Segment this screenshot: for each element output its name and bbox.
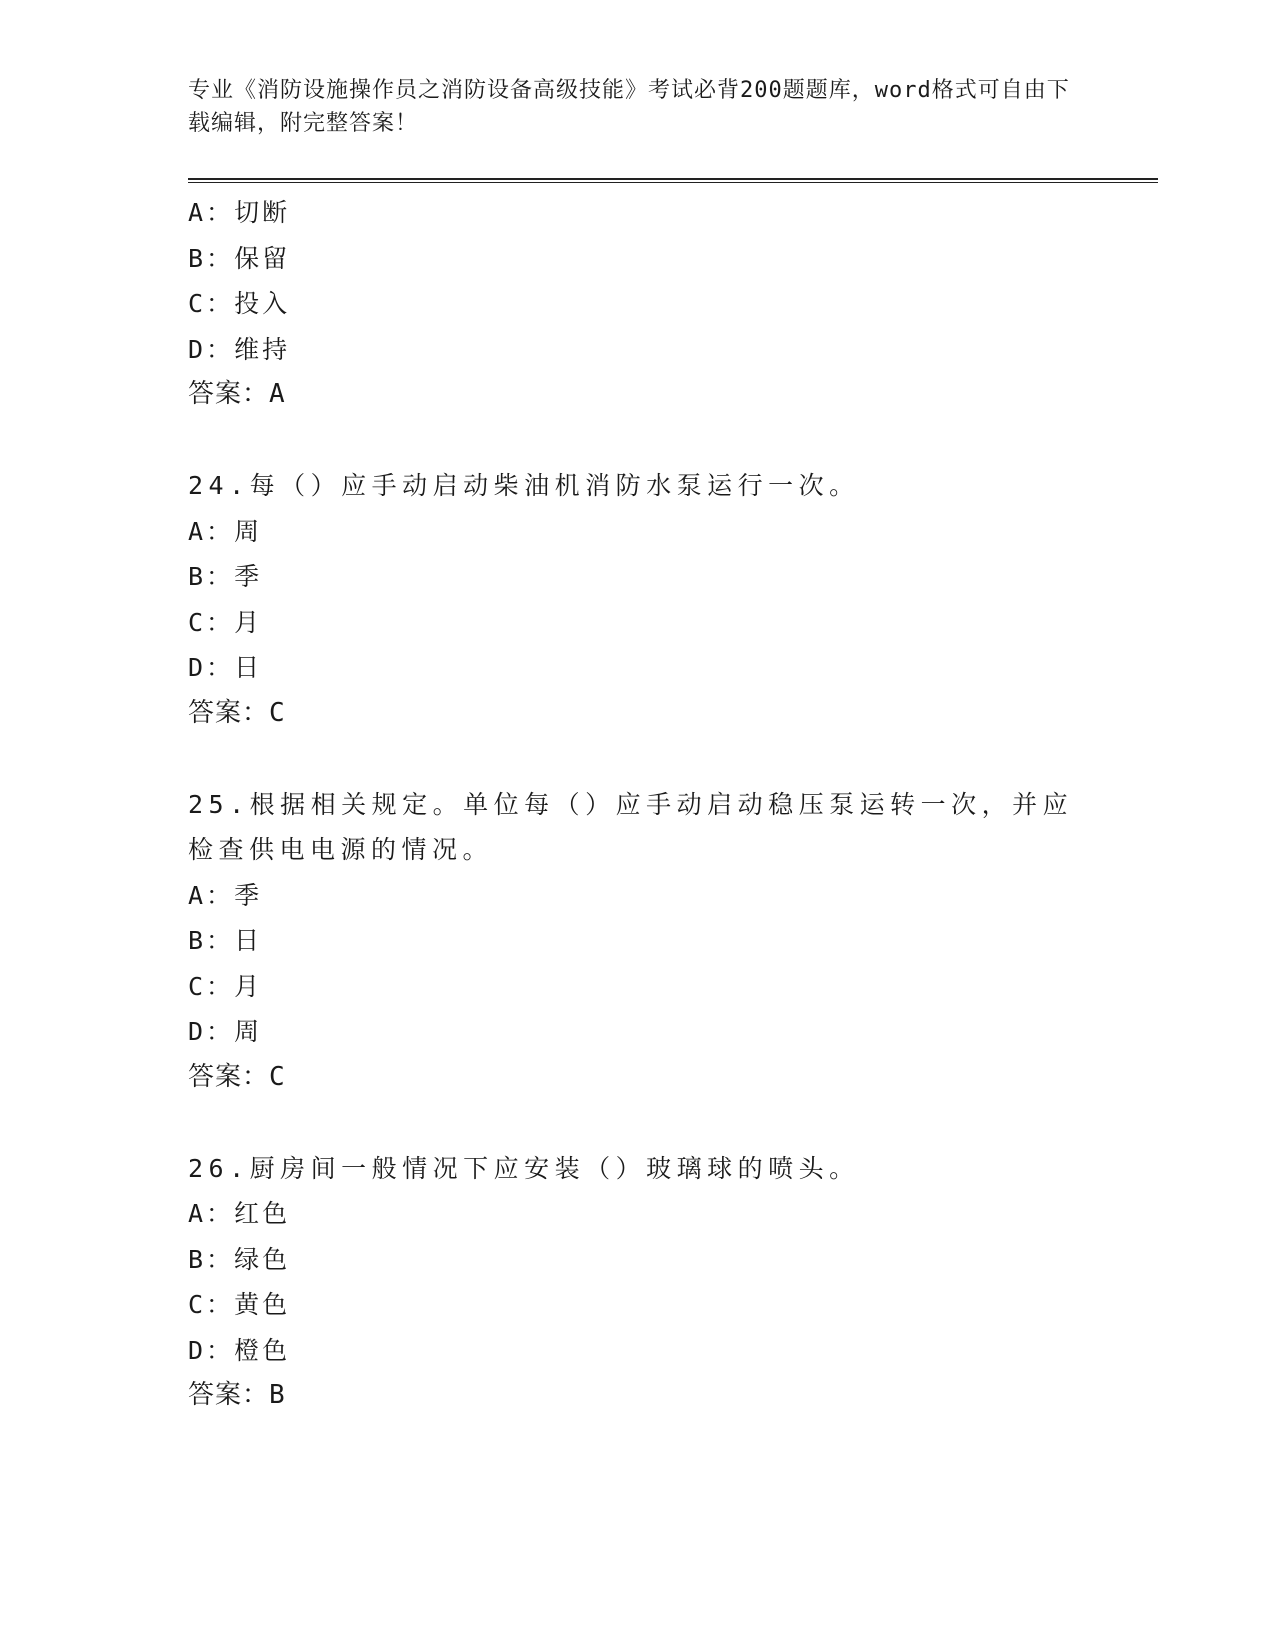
answer-value: C bbox=[269, 697, 286, 728]
question-block-25 bbox=[188, 782, 1108, 1101]
option-letter: A： bbox=[188, 1199, 235, 1228]
option-a bbox=[188, 190, 1108, 236]
option-letter: B： bbox=[188, 1244, 235, 1274]
option-letter: C： bbox=[188, 1290, 235, 1319]
question-text: 25.根据相关规定。单位每（）应手动启动稳压泵运转一次，并应检查供电电源的情况。 bbox=[188, 789, 1074, 864]
question-block-23 bbox=[188, 190, 1108, 418]
option-a bbox=[188, 1191, 1108, 1237]
option-d bbox=[188, 1009, 1108, 1055]
option-b bbox=[188, 236, 1108, 282]
option-c bbox=[188, 964, 1108, 1010]
option-letter: A： bbox=[188, 880, 235, 910]
answer-value: C bbox=[269, 1061, 286, 1092]
option-b bbox=[188, 918, 1108, 964]
option-text: 月 bbox=[234, 607, 263, 637]
header-divider bbox=[188, 178, 1158, 183]
option-letter: C： bbox=[188, 971, 235, 1001]
question-text: 24.每（）应手动启动柴油机消防水泵运行一次。 bbox=[188, 471, 860, 500]
spacer bbox=[188, 736, 1108, 782]
option-c bbox=[188, 281, 1108, 327]
answer-line bbox=[188, 1373, 1108, 1419]
answer-line bbox=[188, 691, 1108, 737]
option-text: 维持 bbox=[234, 334, 291, 364]
answer-label: 答案： bbox=[188, 1061, 270, 1092]
option-b bbox=[188, 554, 1108, 600]
option-text: 日 bbox=[234, 653, 263, 682]
answer-value: A bbox=[269, 379, 286, 409]
option-text: 切断 bbox=[234, 198, 291, 227]
option-letter: B： bbox=[188, 562, 235, 591]
answer-label: 答案： bbox=[188, 697, 270, 728]
option-text: 红色 bbox=[234, 1199, 291, 1228]
answer-line bbox=[188, 372, 1108, 418]
question-block-24 bbox=[188, 463, 1108, 736]
option-text: 季 bbox=[234, 562, 263, 591]
option-text: 橙色 bbox=[234, 1335, 291, 1365]
option-text: 季 bbox=[234, 880, 263, 910]
question-list bbox=[188, 190, 1108, 1419]
question-text: 26.厨房间一般情况下应安装（）玻璃球的喷头。 bbox=[188, 1153, 860, 1183]
option-letter: D： bbox=[188, 1335, 235, 1365]
option-a bbox=[188, 509, 1108, 555]
option-letter: B： bbox=[188, 243, 235, 273]
option-b bbox=[188, 1237, 1108, 1283]
option-text: 投入 bbox=[234, 289, 291, 318]
option-text: 月 bbox=[234, 971, 263, 1001]
option-text: 周 bbox=[234, 1017, 263, 1046]
answer-line bbox=[188, 1055, 1108, 1101]
option-letter: D： bbox=[188, 653, 235, 682]
question-block-26 bbox=[188, 1146, 1108, 1419]
option-letter: D： bbox=[188, 334, 235, 364]
option-c bbox=[188, 1282, 1108, 1328]
answer-label: 答案： bbox=[188, 1380, 270, 1410]
option-a bbox=[188, 873, 1108, 919]
option-text: 绿色 bbox=[234, 1244, 291, 1274]
option-letter: C： bbox=[188, 289, 235, 318]
option-c bbox=[188, 600, 1108, 646]
option-letter: A： bbox=[188, 516, 235, 546]
option-text: 保留 bbox=[234, 243, 291, 273]
page-header-title: 专业《消防设施操作员之消防设备高级技能》考试必背200题题库，word格式可自由下载编辑，附完整答案！ bbox=[188, 78, 1070, 136]
option-text: 日 bbox=[234, 926, 263, 955]
spacer bbox=[188, 1100, 1108, 1146]
option-d bbox=[188, 1328, 1108, 1374]
answer-value: B bbox=[269, 1380, 286, 1410]
option-letter: B： bbox=[188, 926, 235, 955]
answer-label: 答案： bbox=[188, 379, 270, 409]
spacer bbox=[188, 418, 1108, 464]
option-letter: C： bbox=[188, 607, 235, 637]
option-letter: A： bbox=[188, 198, 235, 227]
option-text: 黄色 bbox=[234, 1290, 291, 1319]
option-d bbox=[188, 645, 1108, 691]
option-d bbox=[188, 327, 1108, 373]
option-text: 周 bbox=[234, 516, 263, 546]
option-letter: D： bbox=[188, 1017, 235, 1046]
